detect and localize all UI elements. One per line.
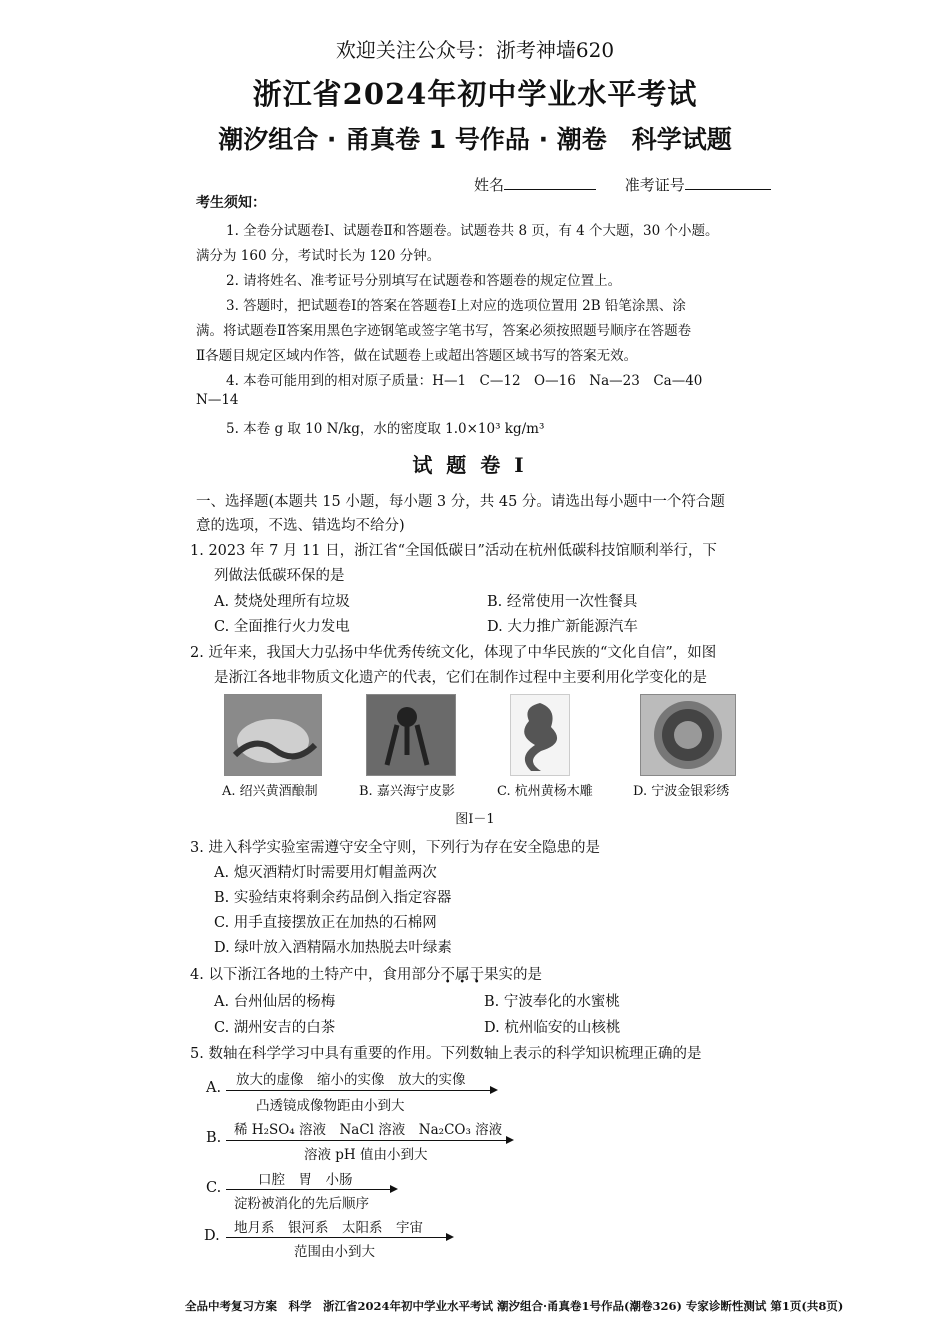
q4-stem: 4. 以下浙江各地的土特产中，食用部分不属于果实的是 — [190, 967, 542, 983]
q5-d-axis-bottom: 范围由小到大 — [294, 1244, 375, 1260]
q5-c-axis-bottom: 淀粉被消化的先后顺序 — [234, 1196, 369, 1212]
q1-stem-2: 列做法低碳环保的是 — [214, 568, 345, 584]
note-5: 5. 本卷 g 取 10 N/kg，水的密度取 1.0×10³ kg/m³ — [226, 421, 545, 437]
q5-b-axis — [226, 1140, 508, 1141]
q5-d-arrow-icon — [446, 1233, 454, 1241]
q1-stem-1: 1. 2023 年 7 月 11 日，浙江省“全国低碳日”活动在杭州低碳科技馆顺利举行，下 — [190, 543, 717, 559]
q5-a-axis-top: 放大的虚像 缩小的实像 放大的实像 — [236, 1072, 466, 1088]
figure-caption: 图Ⅰ－1 — [455, 812, 495, 827]
q5-option-d-label[interactable]: D. — [204, 1228, 220, 1244]
note-1b: 满分为 160 分，考试时长为 120 分钟。 — [196, 248, 441, 264]
wood-carving-image — [510, 694, 570, 776]
q5-option-a-label[interactable]: A. — [206, 1080, 222, 1096]
q4-option-c[interactable]: C. 湖州安吉的白茶 — [214, 1020, 336, 1036]
top-notice: 欢迎关注公众号：浙考神墙620 — [335, 38, 615, 62]
name-field[interactable] — [504, 177, 596, 190]
exam-title: 浙江省2024年初中学业水平考试 — [252, 77, 698, 111]
q2-option-d[interactable]: D. 宁波金银彩绣 — [633, 784, 730, 799]
exam-subtitle: 潮汐组合 · 甬真卷 1 号作品 · 潮卷 科学试题 — [218, 125, 732, 154]
q5-option-c-label[interactable]: C. — [206, 1180, 222, 1196]
note-4b: N—14 — [196, 392, 239, 408]
embroidery-image — [640, 694, 736, 776]
q5-b-axis-top: 稀 H₂SO₄ 溶液 NaCl 溶液 Na₂CO₃ 溶液 — [234, 1122, 503, 1138]
q2-option-b[interactable]: B. 嘉兴海宁皮影 — [359, 784, 455, 799]
q5-d-axis — [226, 1237, 448, 1238]
q1-option-c[interactable]: C. 全面推行火力发电 — [214, 619, 350, 635]
q4-option-d[interactable]: D. 杭州临安的山核桃 — [484, 1020, 621, 1036]
q5-option-b-label[interactable]: B. — [206, 1130, 222, 1146]
q5-b-arrow-icon — [506, 1136, 514, 1144]
q4-option-b[interactable]: B. 宁波奉化的水蜜桃 — [484, 994, 620, 1010]
note-3b: 满。将试题卷Ⅱ答案用黑色字迹钢笔或签字笔书写，答案必须按照题号顺序在答题卷 — [196, 323, 692, 339]
yellow-wine-image — [224, 694, 322, 776]
id-field[interactable] — [685, 177, 771, 190]
section-title: 试题卷Ⅰ — [412, 453, 538, 477]
q1-option-d[interactable]: D. 大力推广新能源汽车 — [487, 619, 638, 635]
shadow-puppet-image — [366, 694, 456, 776]
name-label: 姓名 — [474, 176, 505, 194]
notes-heading: 考生须知： — [196, 195, 266, 211]
note-1: 1. 全卷分试题卷Ⅰ、试题卷Ⅱ和答题卷。试题卷共 8 页，有 4 个大题，30 个小题。 — [226, 223, 719, 239]
section-desc-2: 意的选项，不选、错选均不给分) — [196, 518, 405, 534]
q3-option-b[interactable]: B. 实验结束将剩余药品倒入指定容器 — [214, 890, 452, 906]
q5-b-axis-bottom: 溶液 pH 值由小到大 — [304, 1147, 428, 1163]
q2-stem-1: 2. 近年来，我国大力弘扬中华优秀传统文化，体现了中华民族的“文化自信”，如图 — [190, 645, 717, 661]
page-footer: 全品中考复习方案 科学 浙江省2024年初中学业水平考试 潮汐组合·甬真卷1号作品(潮卷326) 专家诊断性测试 第1页(共8页) — [185, 1299, 844, 1313]
q5-d-axis-top: 地月系 银河系 太阳系 宇宙 — [234, 1220, 423, 1236]
q5-a-axis — [226, 1090, 492, 1091]
q5-stem: 5. 数轴在科学学习中具有重要的作用。下列数轴上表示的科学知识梳理正确的是 — [190, 1046, 702, 1062]
q4-option-a[interactable]: A. 台州仙居的杨梅 — [214, 994, 336, 1010]
q3-option-d[interactable]: D. 绿叶放入酒精隔水加热脱去叶绿素 — [214, 940, 452, 956]
q5-c-axis-top: 口腔 胃 小肠 — [258, 1172, 353, 1188]
q2-option-a[interactable]: A. 绍兴黄酒酿制 — [222, 784, 318, 799]
q3-option-c[interactable]: C. 用手直接摆放正在加热的石棉网 — [214, 915, 437, 931]
candidate-fields — [474, 174, 771, 195]
q5-c-axis — [226, 1189, 392, 1190]
note-3c: Ⅱ各题目规定区域内作答，做在试题卷上或超出答题区域书写的答案无效。 — [196, 348, 638, 364]
q1-option-a[interactable]: A. 焚烧处理所有垃圾 — [214, 594, 350, 610]
q1-option-b[interactable]: B. 经常使用一次性餐具 — [487, 594, 638, 610]
note-4: 4. 本卷可能用到的相对原子质量：H—1 C—12 O—16 Na—23 Ca—40 — [226, 373, 703, 389]
id-label: 准考证号 — [624, 176, 685, 194]
q5-a-axis-bottom: 凸透镜成像物距由小到大 — [256, 1098, 405, 1114]
q2-option-c[interactable]: C. 杭州黄杨木雕 — [497, 784, 593, 799]
q3-stem: 3. 进入科学实验室需遵守安全守则，下列行为存在安全隐患的是 — [190, 840, 600, 856]
q2-stem-2: 是浙江各地非物质文化遗产的代表，它们在制作过程中主要利用化学变化的是 — [214, 670, 707, 686]
note-2: 2. 请将姓名、准考证号分别填写在试题卷和答题卷的规定位置上。 — [226, 273, 622, 289]
q5-c-arrow-icon — [390, 1185, 398, 1193]
note-3: 3. 答题时，把试题卷Ⅰ的答案在答题卷Ⅰ上对应的选项位置用 2B 铅笔涂黑、涂 — [226, 298, 686, 314]
q3-option-a[interactable]: A. 熄灭酒精灯时需要用灯帽盖两次 — [214, 865, 437, 881]
q5-a-arrow-icon — [490, 1086, 498, 1094]
section-desc-1: 一、选择题(本题共 15 小题，每小题 3 分，共 45 分。请选出每小题中一个符合题 — [196, 494, 725, 510]
